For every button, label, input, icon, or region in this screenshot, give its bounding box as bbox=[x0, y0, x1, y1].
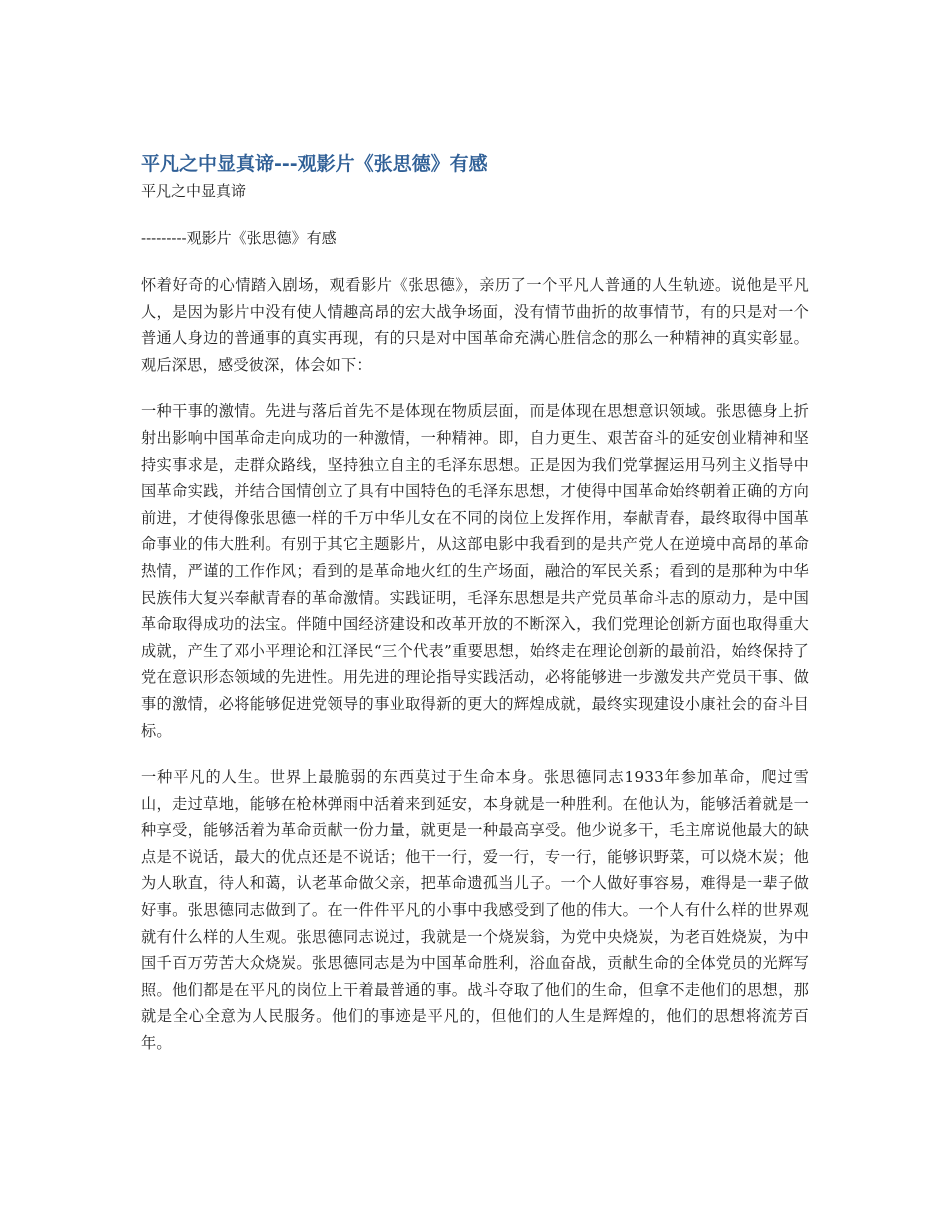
document-page bbox=[141, 150, 809, 1057]
paragraph-intro: 怀着好奇的心情踏入剧场，观看影片《张思德》，亲历了一个平凡人普通的人生轨迹。说他是平凡人，是因为影片中没有使人情趣高昂的宏大战争场面，没有情节曲折的故事情节，有的只是对一个普通人身边的普通事的真实再现，有的只是对中国革命充满心胜信念的那么一种精神的真实彰显。观后深思，感受彼深，体会如下： bbox=[141, 276, 809, 374]
document-subtitle: 平凡之中显真谛 bbox=[141, 182, 247, 200]
document-subline: ---------观影片《张思德》有感 bbox=[141, 229, 337, 247]
paragraph-passion: 一种干事的激情。先进与落后首先不是体现在物质层面，而是体现在思想意识领域。张思德身上折射出影响中国革命走向成功的一种激情，一种精神。即，自力更生、艰苦奋斗的延安创业精神和坚持实事求是，走群众路线，坚持独立自主的毛泽东思想。正是因为我们党掌握运用马列主义指导中国革命实践，并结合国情创立了具有中国特色的毛泽东思想，才使得中国革命始终朝着正确的方向前进，才使得像张思德一样的千万中华儿女在不同的岗位上发挥作用，奉献青春，最终取得中国革命事业的伟大胜利。有别于其它主题影片，从这部电影中我看到的是共产党人在逆境中高昂的革命热情，严谨的工作作风；看到的是革命地火红的生产场面，融洽的军民关系；看到的是那种为中华民族伟大复兴奉献青春的革命激情。实践证明，毛泽东思想是共产党员革命斗志的原动力，是中国革命取得成功的法宝。伴随中国经济建设和改革开放的不断深入，我们党理论创新方面也取得重大成就，产生了邓小平理论和江泽民“三个代表”重要思想，始终走在理论创新的最前沿，始终保持了党在意识形态领域的先进性。用先进的理论指导实践活动，必将能够进一步激发共产党员干事、做事的激情，必将能够促进党领导的事业取得新的更大的辉煌成就，最终实现建设小康社会的奋斗目标。 bbox=[141, 402, 809, 740]
paragraph-ordinary-life: 一种平凡的人生。世界上最脆弱的东西莫过于生命本身。张思德同志1933年参加革命，爬过雪山，走过草地，能够在枪林弹雨中活着来到延安，本身就是一种胜利。在他认为，能够活着就是一种享受，能够活着为革命贡献一份力量，就更是一种最高享受。他少说多干，毛主席说他最大的缺点是不说话，最大的优点还是不说话；他干一行，爱一行，专一行，能够识野菜，可以烧木炭；他为人耿直，待人和蔼，认老革命做父亲，把革命遗孤当儿子。一个人做好事容易，难得是一辈子做好事。张思德同志做到了。在一件件平凡的小事中我感受到了他的伟大。一个人有什么样的世界观就有什么样的人生观。张思德同志说过，我就是一个烧炭翁，为党中央烧炭，为老百姓烧炭，为中国千百万劳苦大众烧炭。张思德同志是为中国革命胜利，浴血奋战，贡献生命的全体党员的光辉写照。他们都是在平凡的岗位上干着最普通的事。战斗夺取了他们的生命，但拿不走他们的思想，那就是全心全意为人民服务。他们的事迹是平凡的，但他们的人生是辉煌的，他们的思想将流芳百年。 bbox=[141, 768, 809, 1053]
document-title: 平凡之中显真谛---观影片《张思德》有感 bbox=[141, 153, 488, 175]
